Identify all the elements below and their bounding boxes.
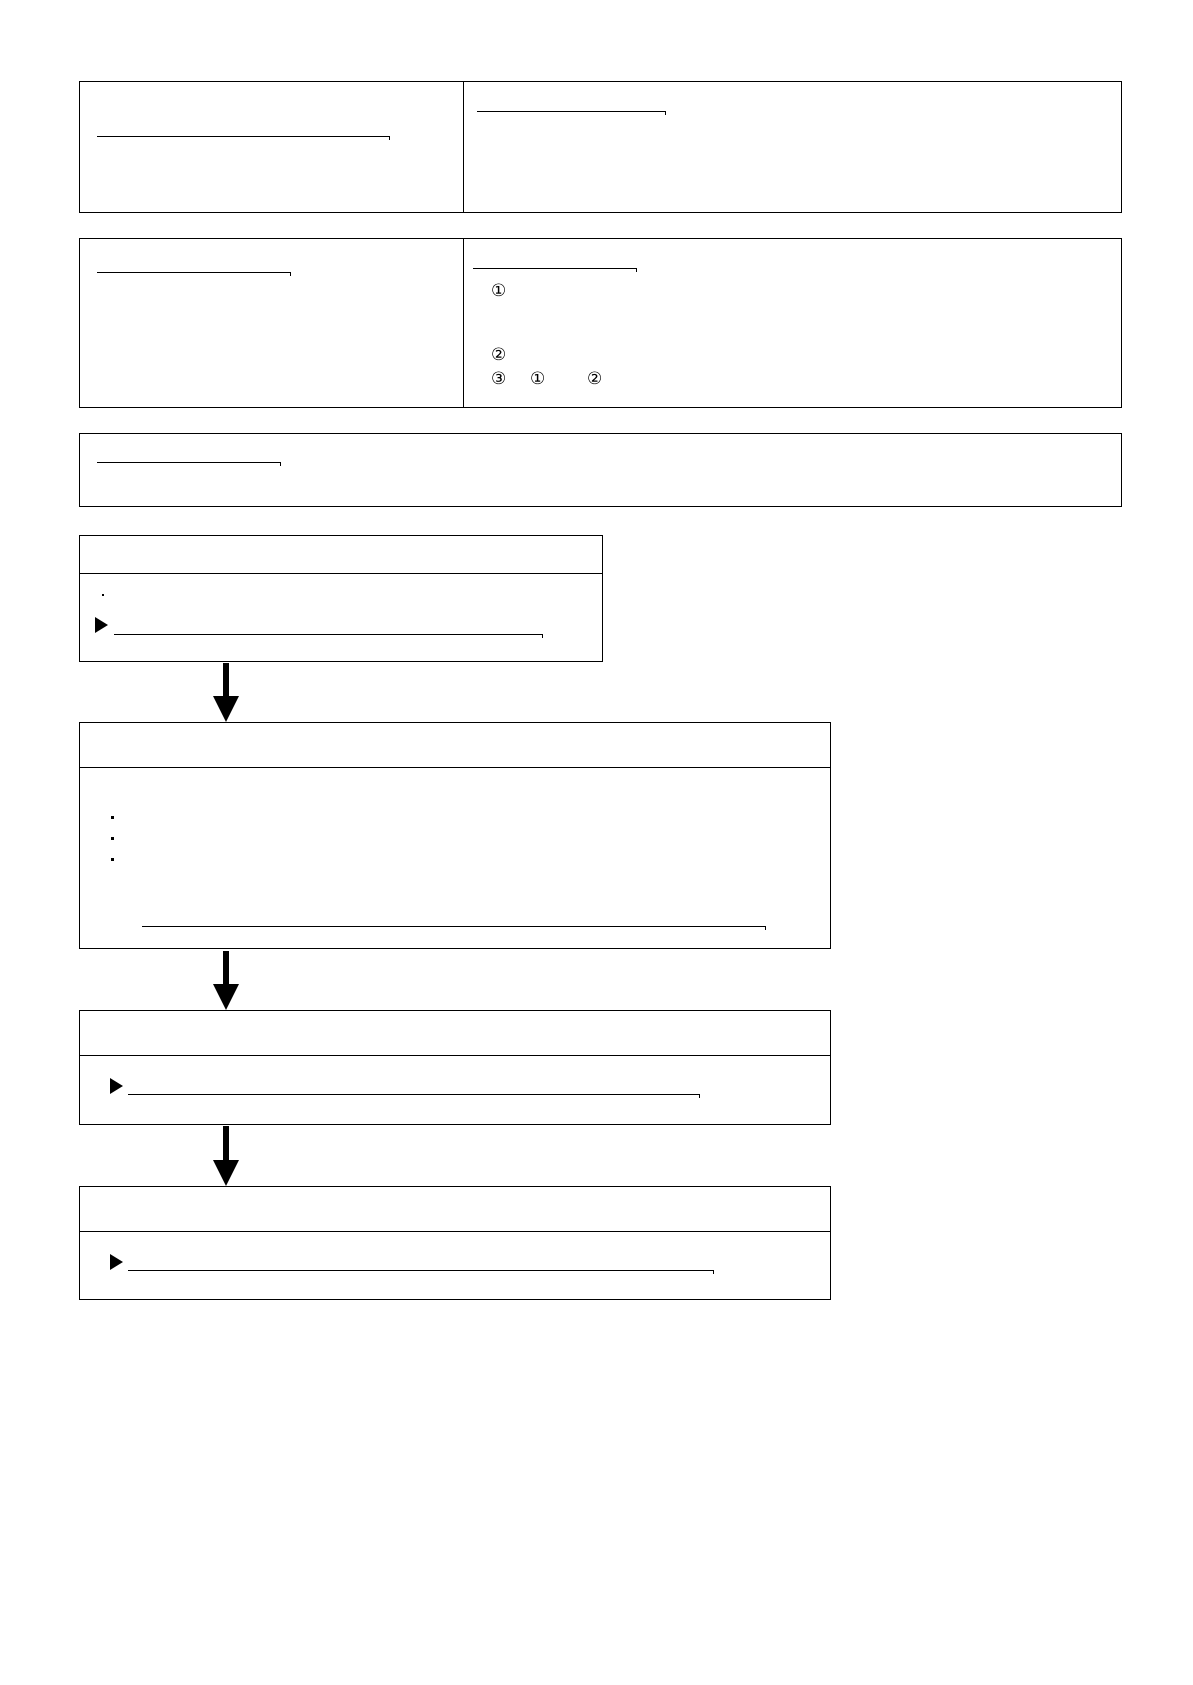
flow-step-4-pointer-icon bbox=[110, 1254, 123, 1270]
section-2-divider bbox=[463, 239, 464, 407]
flow-step-1-header-divider bbox=[80, 573, 602, 574]
flow-arrow-3 bbox=[213, 1126, 239, 1186]
marker-three-ref-one: ① bbox=[530, 369, 546, 389]
section-1-left-underline bbox=[97, 136, 389, 137]
marker-three-ref-two: ② bbox=[587, 369, 603, 389]
marker-three: ③ bbox=[491, 369, 507, 389]
section-1-divider bbox=[463, 82, 464, 212]
flow-step-3 bbox=[79, 1010, 831, 1125]
flow-step-1-pointer-icon bbox=[95, 617, 108, 633]
flow-step-4 bbox=[79, 1186, 831, 1300]
flow-step-2-header-divider bbox=[80, 767, 830, 768]
section-1-right-underline bbox=[477, 111, 665, 112]
flow-step-2 bbox=[79, 722, 831, 949]
flow-step-1-underline bbox=[114, 634, 542, 635]
section-3-underline bbox=[97, 462, 280, 463]
flow-arrow-2 bbox=[213, 951, 239, 1010]
flow-step-2-bullet-2 bbox=[111, 837, 114, 840]
flow-step-2-underline bbox=[142, 926, 765, 927]
section-2-right-underline bbox=[473, 268, 636, 269]
flow-step-3-header-divider bbox=[80, 1055, 830, 1056]
footer-strip bbox=[0, 1672, 1193, 1685]
section-2-left-underline bbox=[97, 272, 290, 273]
marker-two: ② bbox=[491, 345, 507, 365]
flow-step-4-header-divider bbox=[80, 1231, 830, 1232]
marker-one: ① bbox=[491, 281, 507, 301]
section-3-box bbox=[79, 433, 1122, 507]
flow-step-3-underline bbox=[128, 1094, 699, 1095]
flow-step-2-bullet-3 bbox=[111, 858, 114, 861]
flow-arrow-1 bbox=[213, 663, 239, 722]
flow-step-2-bullet-1 bbox=[111, 816, 114, 819]
flow-step-3-pointer-icon bbox=[110, 1078, 123, 1094]
flow-step-1 bbox=[79, 535, 603, 662]
flow-step-1-bullet bbox=[102, 594, 104, 596]
section-1-box bbox=[79, 81, 1122, 213]
section-2-box bbox=[79, 238, 1122, 408]
flow-step-4-underline bbox=[128, 1270, 713, 1271]
